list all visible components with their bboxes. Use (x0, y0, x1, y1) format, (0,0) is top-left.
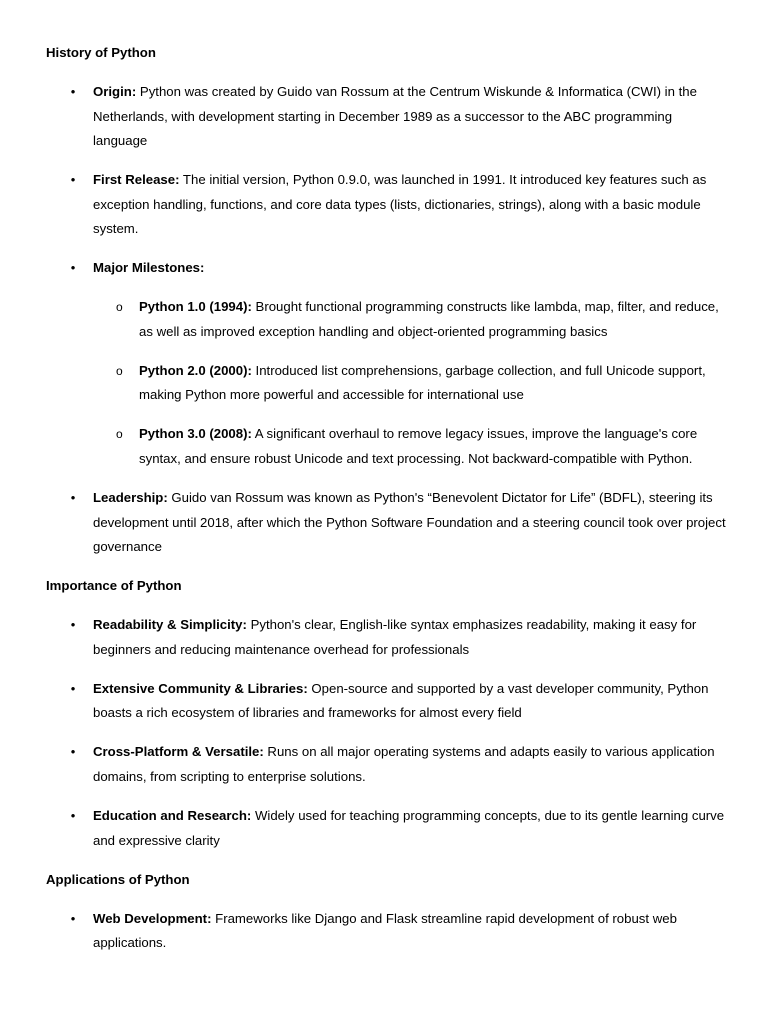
circle-bullet-icon: o (116, 300, 123, 315)
circle-bullet-icon: o (116, 427, 123, 442)
list-item-first-release (46, 168, 726, 242)
sublist-item-python-2 (93, 359, 726, 408)
history-list (46, 80, 726, 560)
list-item-education (46, 804, 726, 853)
bullet-icon: • (70, 910, 76, 926)
item-text: Widely used for teaching programming concepts, due to its gentle learning curve and expressive clarity (93, 807, 725, 848)
heading-applications: Applications of Python (46, 871, 190, 887)
item-text: Python was created by Guido van Rossum at the Centrum Wiskunde & Informatica (CWI) in the Netherlands, with development starting in December 1989 as a successor to the ABC programming language (93, 83, 697, 149)
bullet-icon: • (70, 172, 76, 188)
sublist-item-python-1 (93, 295, 726, 344)
bullet-icon: • (70, 744, 76, 760)
bullet-icon: • (70, 260, 76, 276)
document-body (46, 41, 726, 970)
item-text: Guido van Rossum was known as Python's “Benevolent Dictator for Life” (BDFL), steering its development until 2018, after which the Python Software Foundation and a steering council took over project governance (93, 490, 726, 555)
bullet-icon: • (70, 490, 76, 506)
subitem-text: Brought functional programming constructs like lambda, map, filter, and reduce, as well as improved exception handling and object-oriented programming basics (139, 299, 719, 339)
importance-list (46, 613, 726, 853)
item-label: Cross-Platform & Versatile: (93, 744, 264, 760)
item-label: Readability & Simplicity: (93, 617, 247, 633)
list-item-web-development (46, 907, 726, 956)
item-label: Leadership: (93, 490, 168, 506)
list-item-major-milestones (46, 256, 726, 471)
item-text: Runs on all major operating systems and adapts easily to various application domains, from scripting to enterprise solutions. (93, 744, 715, 784)
subitem-text: A significant overhaul to remove legacy issues, improve the language's core syntax, and ensure robust Unicode and text processing. Not backward-compatible with Python. (139, 426, 698, 467)
bullet-icon: • (70, 807, 76, 823)
item-text: Frameworks like Django and Flask streamline rapid development of robust web applications. (93, 910, 677, 951)
item-text: Python's clear, English-like syntax emphasizes readability, making it easy for beginners and reducing maintenance overhead for professionals (93, 617, 697, 657)
item-label: Major Milestones: (93, 260, 205, 276)
item-text: The initial version, Python 0.9.0, was launched in 1991. It introduced key features such as exception handling, functions, and core data types (lists, dictionaries, strings), along with a basic module system. (93, 172, 707, 237)
list-item-community (46, 677, 726, 726)
applications-list (46, 907, 726, 956)
circle-bullet-icon: o (116, 363, 123, 378)
subitem-label: Python 2.0 (2000): (139, 362, 252, 378)
sublist-item-python-3 (93, 422, 726, 471)
list-item-origin (46, 80, 726, 154)
heading-importance: Importance of Python (46, 578, 182, 594)
list-item-readability (46, 613, 726, 662)
subitem-text: Introduced list comprehensions, garbage collection, and full Unicode support, making Python more powerful and accessible for international use (139, 362, 706, 403)
item-label: Web Development: (93, 910, 212, 926)
subitem-label: Python 3.0 (2008): (139, 426, 252, 442)
heading-history: History of Python (46, 45, 156, 60)
bullet-icon: • (70, 680, 76, 696)
item-label: Education and Research: (93, 807, 252, 823)
item-label: First Release: (93, 172, 180, 188)
bullet-icon: • (70, 617, 76, 633)
milestones-sublist (93, 295, 726, 471)
item-text: Open-source and supported by a vast developer community, Python boasts a rich ecosystem of libraries and frameworks for almost every field (93, 680, 709, 721)
item-label: Origin: (93, 83, 137, 99)
list-item-leadership (46, 486, 726, 560)
item-label: Extensive Community & Libraries: (93, 680, 308, 696)
bullet-icon: • (70, 83, 76, 99)
list-item-cross-platform (46, 740, 726, 789)
subitem-label: Python 1.0 (1994): (139, 299, 252, 315)
